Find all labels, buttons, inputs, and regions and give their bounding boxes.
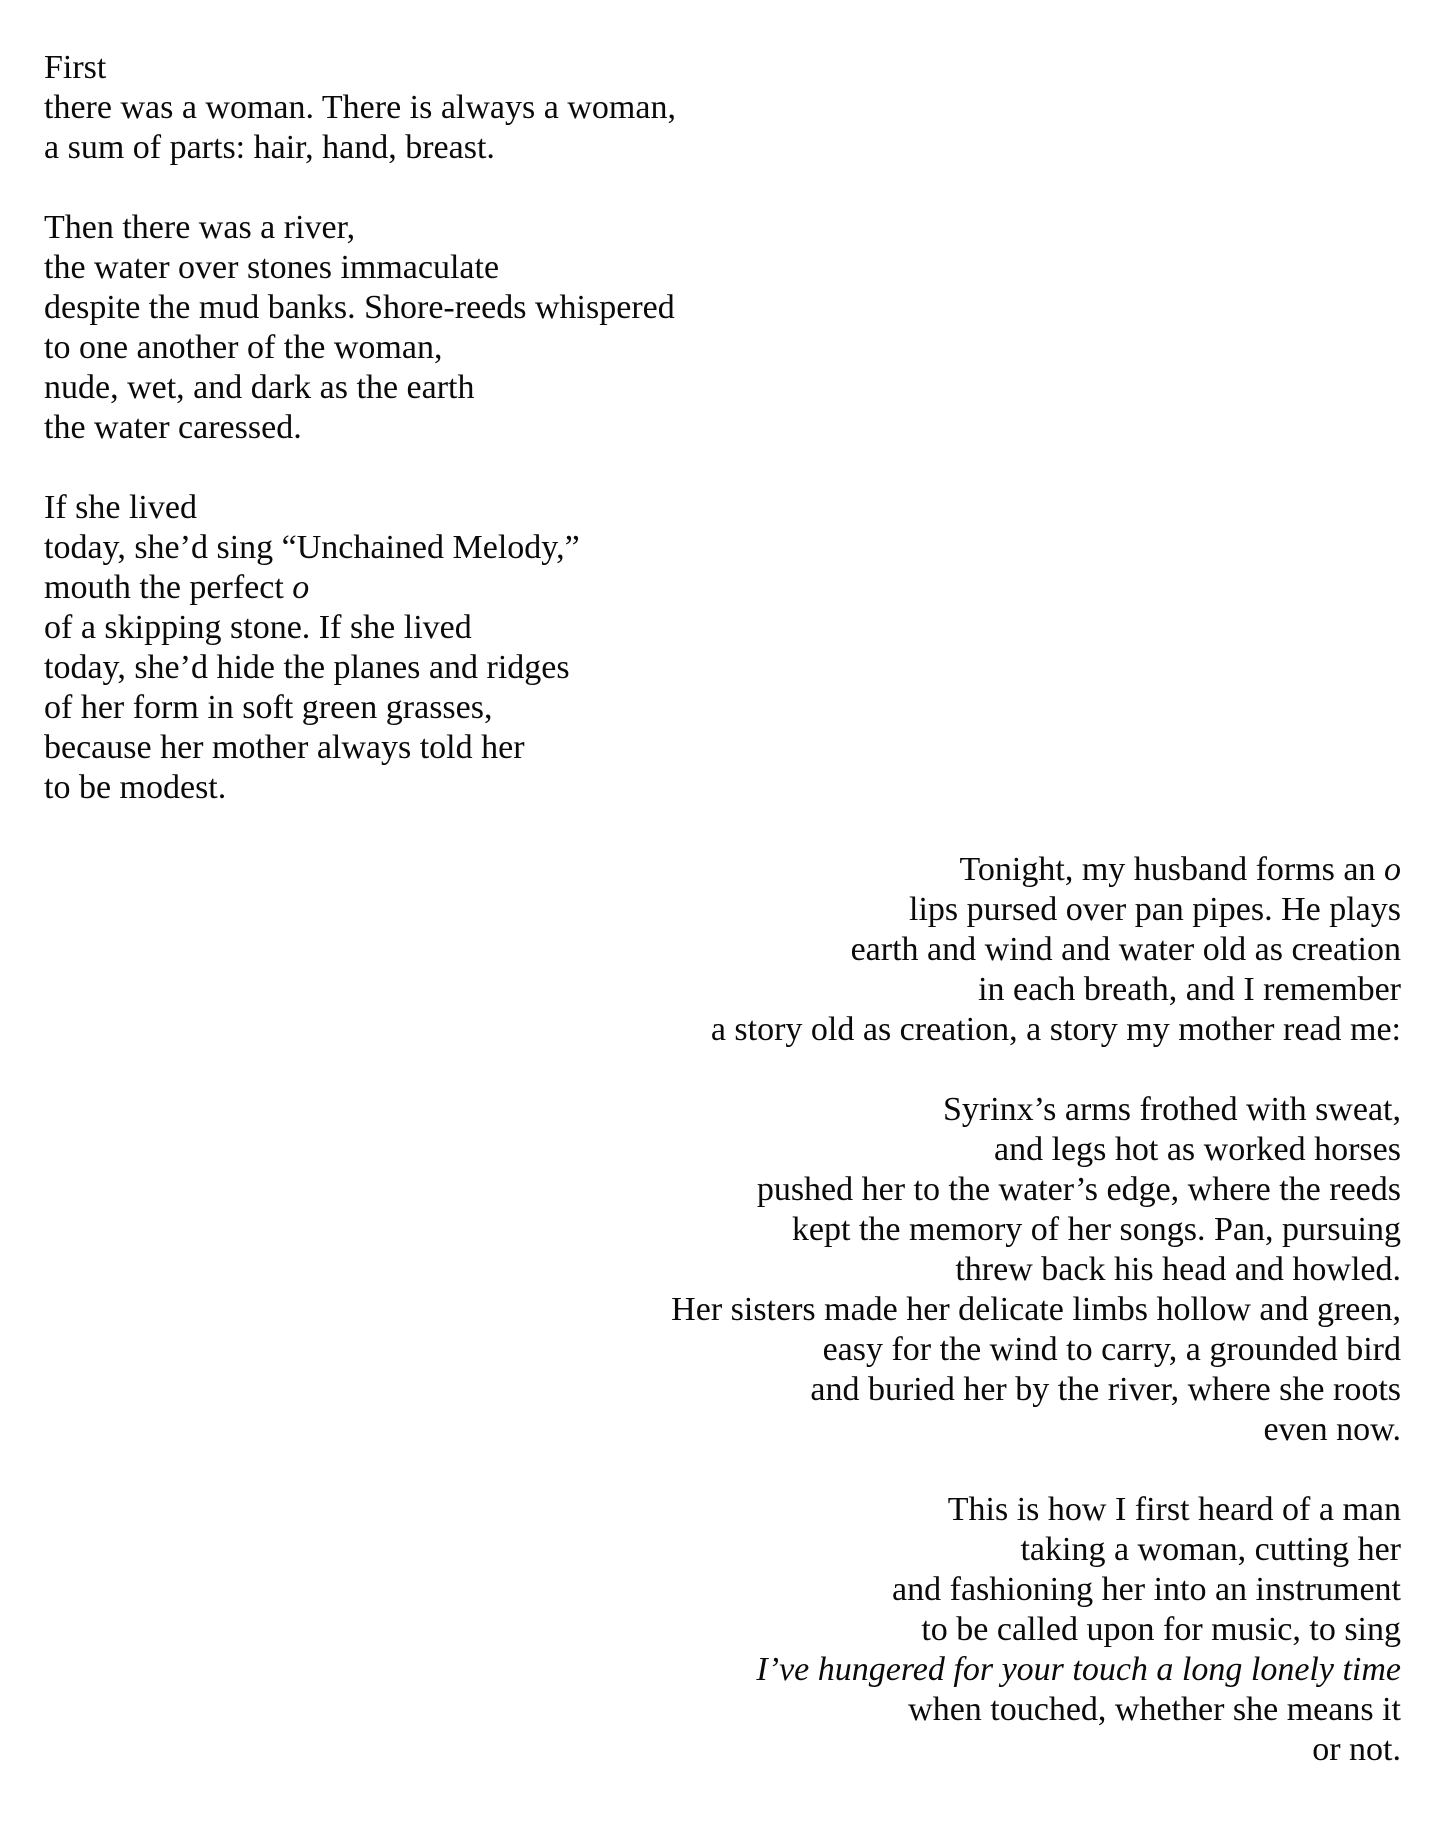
poem-line: because her mother always told her [44,729,525,766]
poem-line: and buried her by the river, where she roots [810,1371,1401,1408]
poem-line: of her form in soft green grasses, [44,689,493,726]
poem-line: to be called upon for music, to sing [921,1611,1401,1648]
poem-line: First [44,49,107,86]
poem-line: the water caressed. [44,409,302,446]
poem-line: earth and wind and water old as creation [850,931,1401,968]
poem-line: today, she’d hide the planes and ridges [44,649,570,686]
poem-line: kept the memory of her songs. Pan, pursuing [791,1211,1401,1248]
poem-line: a sum of parts: hair, hand, breast. [44,129,495,166]
poem-line: pushed her to the water’s edge, where the reeds [756,1171,1401,1208]
stanza-first-woman [44,48,676,168]
italic-lyric: I’ve hungered for your touch a long lonely time [756,1651,1401,1688]
line-text: mouth the perfect [44,569,293,606]
stanza-river [44,208,676,448]
poem-line: to one another of the woman, [44,329,443,366]
poem-line: to be modest. [44,769,227,806]
poem-line: Then there was a river, [44,209,356,246]
poem-line: of a skipping stone. If she lived [44,609,472,646]
stanza-instrument [671,1490,1401,1770]
poem-line: even now. [1263,1411,1401,1448]
poem-line: or not. [1312,1731,1401,1768]
italic-o: o [1384,851,1401,888]
poem-line: Her sisters made her delicate limbs hollow and green, [671,1291,1401,1328]
poem-line-italic [671,1650,1401,1690]
poem-line: there was a woman. There is always a woman, [44,89,676,126]
poem-line: in each breath, and I remember [978,971,1401,1008]
poem-line: nude, wet, and dark as the earth [44,369,475,406]
poem-line: today, she’d sing “Unchained Melody,” [44,529,580,566]
poem-line: lips pursed over pan pipes. He plays [909,891,1401,928]
poem-right-column [671,850,1401,1770]
stanza-syrinx [671,1090,1401,1450]
poem-line: If she lived [44,489,197,526]
poem-line: easy for the wind to carry, a grounded bird [822,1331,1401,1368]
poem-line-with-italic [671,850,1401,890]
poem-line: a story old as creation, a story my mother read me: [710,1011,1401,1048]
poem-line-with-italic [44,568,676,608]
poem-line: the water over stones immaculate [44,249,500,286]
stanza-tonight [671,850,1401,1050]
poem-line: This is how I first heard of a man [947,1491,1401,1528]
poem-line: despite the mud banks. Shore-reeds whispered [44,289,675,326]
poem-line: and legs hot as worked horses [994,1131,1401,1168]
line-text: Tonight, my husband forms an [959,851,1384,888]
poem-left-column [44,48,676,808]
poem-line: Syrinx’s arms frothed with sweat, [943,1091,1401,1128]
poem-line: when touched, whether she means it [908,1691,1401,1728]
stanza-if-she-lived [44,488,676,808]
italic-o: o [292,569,310,606]
poem-line: taking a woman, cutting her [1020,1531,1401,1568]
poem-line: and fashioning her into an instrument [892,1571,1401,1608]
poem-line: threw back his head and howled. [955,1251,1401,1288]
